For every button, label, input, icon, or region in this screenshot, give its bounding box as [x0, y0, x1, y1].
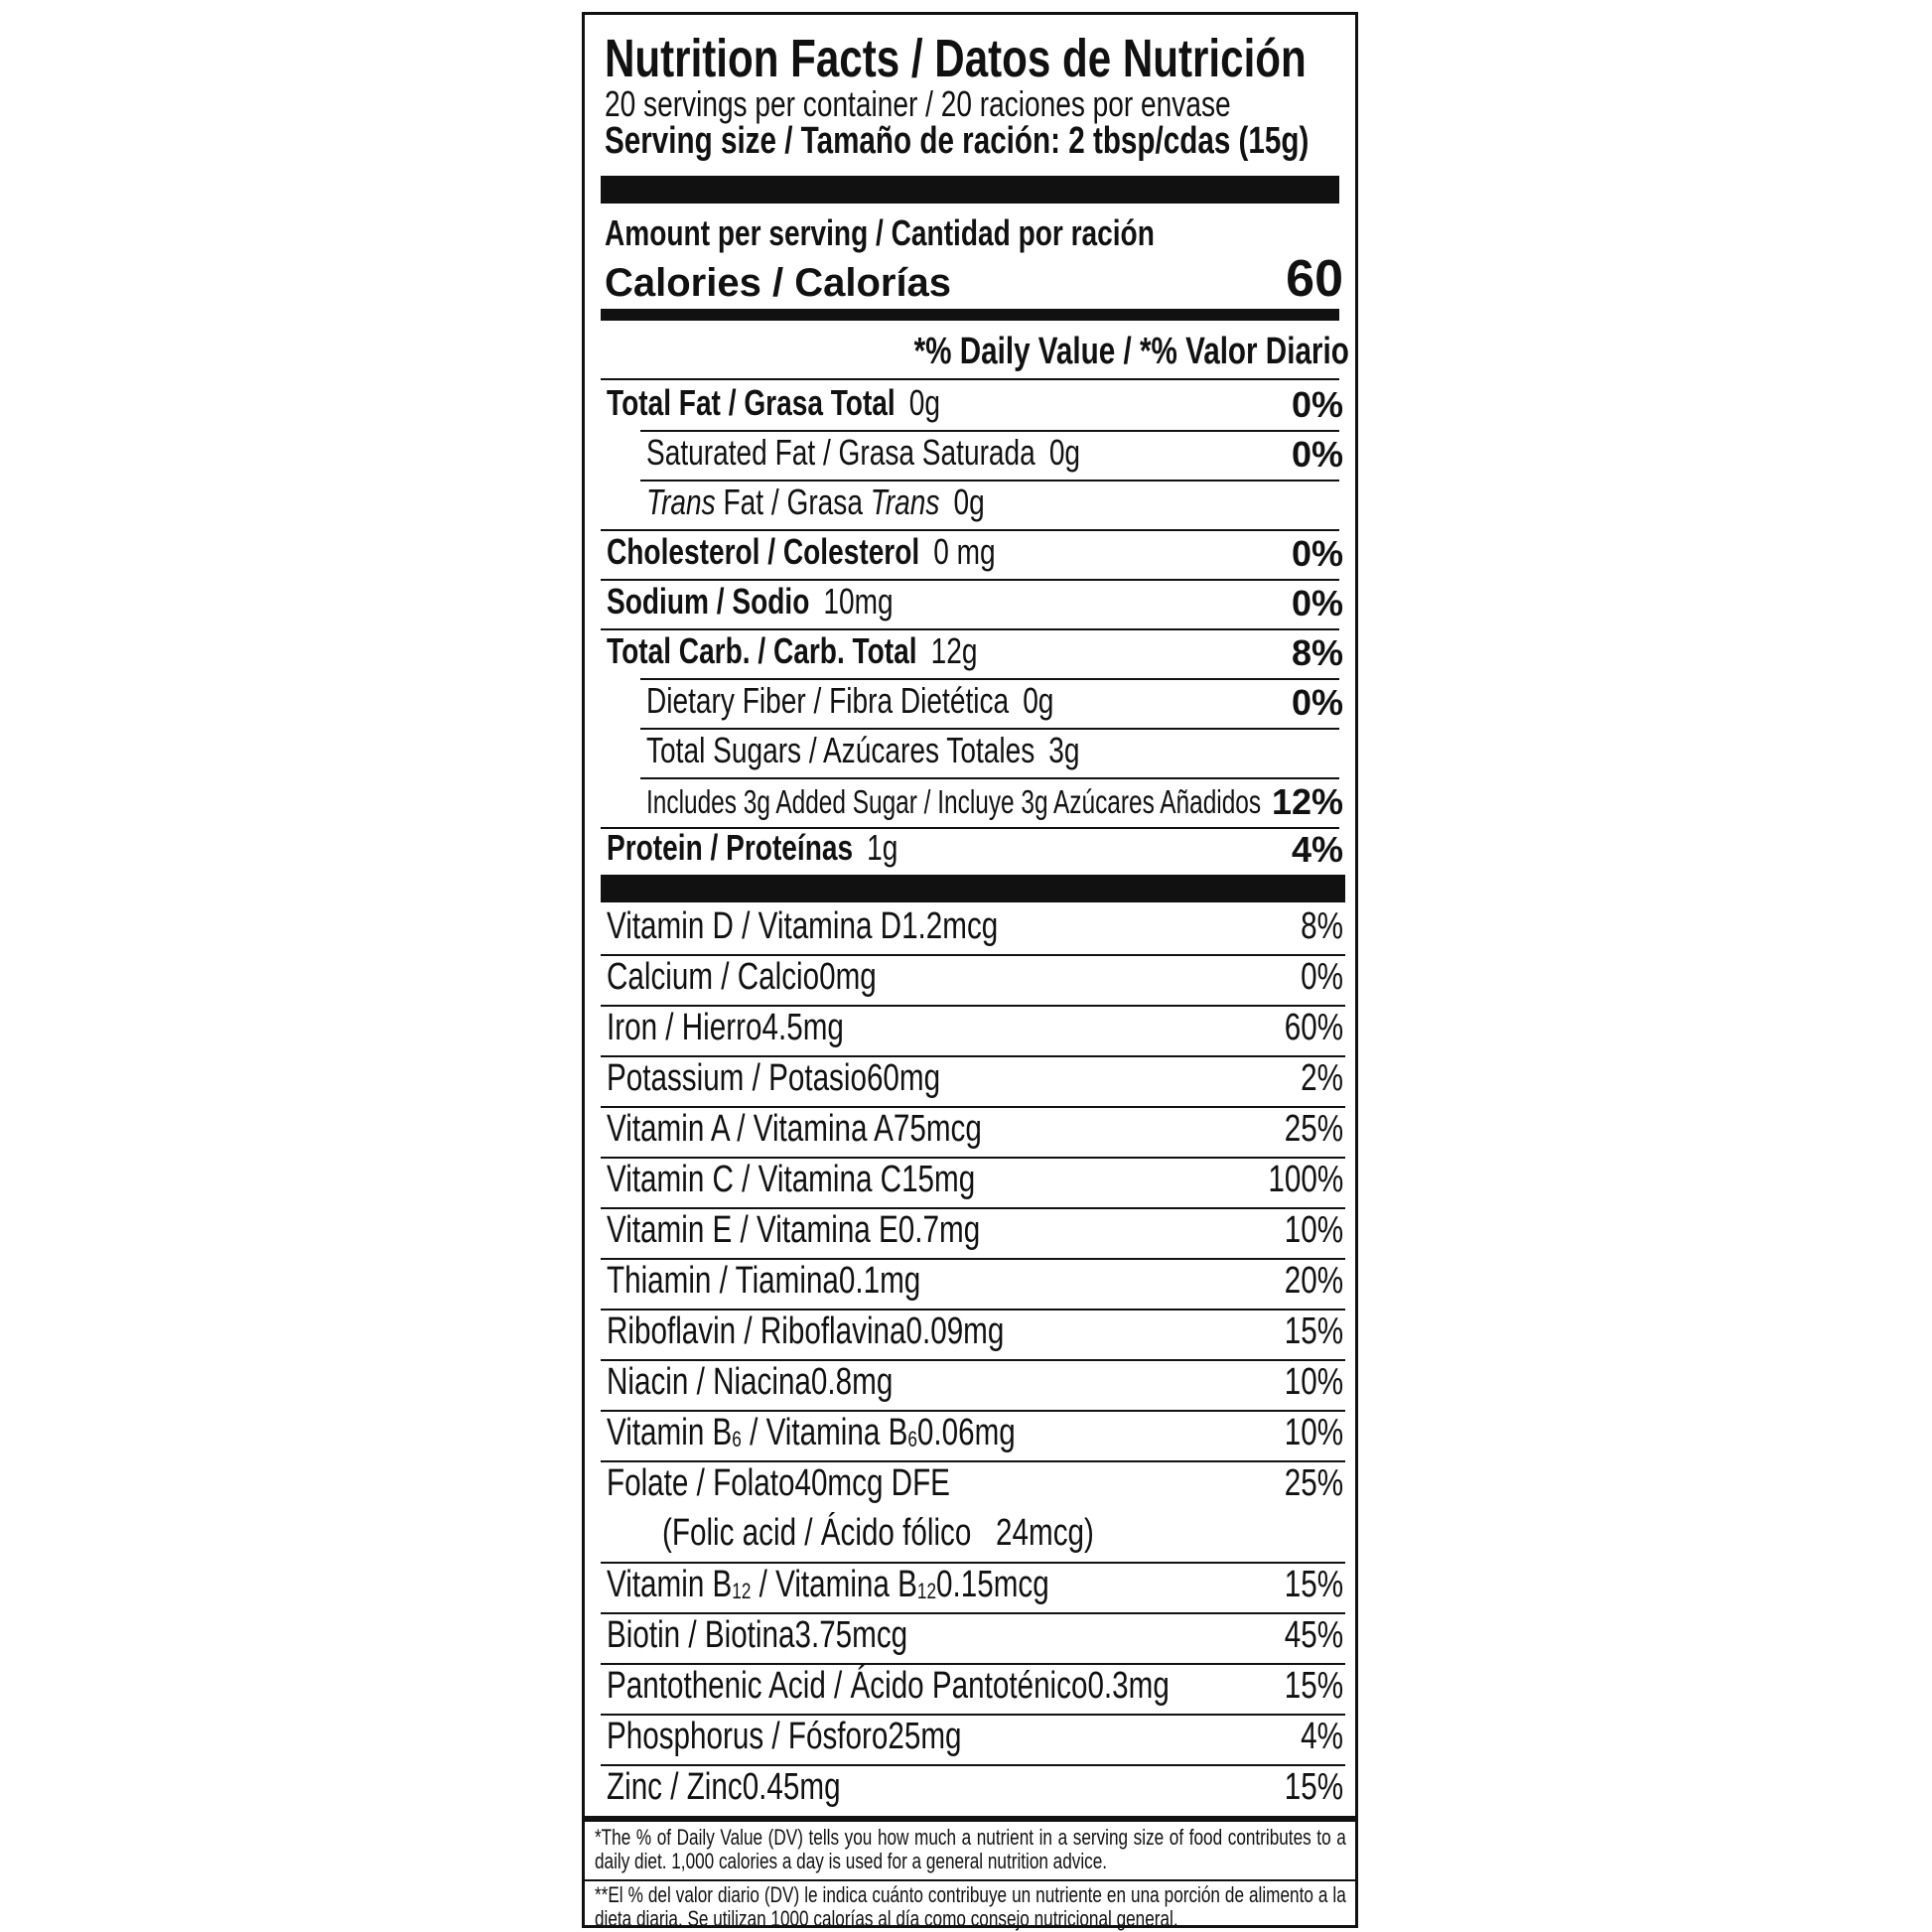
nutrient-percent: 4%	[1291, 829, 1343, 870]
daily-value-header: *% Daily Value / *% Valor Diario	[913, 331, 1349, 372]
vitamin-percent: 4%	[1301, 1716, 1343, 1757]
vitamin-percent: 0%	[1301, 956, 1343, 998]
subscript: 6	[907, 1427, 917, 1451]
vitamin-amount: 0.1mg	[838, 1260, 921, 1302]
nutrition-facts-panel	[582, 12, 1358, 1931]
nutrient-label: Saturated Fat / Grasa Saturada	[646, 432, 1035, 473]
vitamin-row-folic-acid	[599, 1510, 1347, 1561]
nutrient-amount: 1g	[867, 827, 898, 868]
vitamin-percent: 15%	[1284, 1665, 1343, 1707]
footnote-spanish: **El % del valor diario (DV) le indica cuánto contribuye un nutriente en una porción de alimento a la dieta diaria. Se utilizan 1000 calorías al día como consejo nutricional general.	[595, 1883, 1346, 1931]
nutrient-label: Dietary Fiber / Fibra Dietética	[646, 680, 1010, 721]
vitamin-label: Vitamin D / Vitamina D	[607, 905, 902, 947]
vitamin-label: Vitamin B	[607, 1564, 733, 1605]
vitamin-percent: 15%	[1284, 1564, 1343, 1605]
vitamin-label: Vitamin C / Vitamina C	[607, 1159, 902, 1200]
vitamin-row-folate	[599, 1460, 1347, 1511]
vitamin-label: Potassium / Potasio	[607, 1057, 867, 1099]
vitamin-percent: 2%	[1301, 1057, 1343, 1099]
nutrient-row-total-fat	[599, 380, 1347, 430]
trans-label-italic: Trans	[646, 482, 716, 522]
vitamin-percent: 60%	[1284, 1007, 1343, 1048]
nutrient-label: Sodium / Sodio	[607, 581, 810, 621]
vitamin-label: Riboflavin / Riboflavina	[607, 1311, 906, 1352]
vitamin-row-iron	[599, 1005, 1347, 1055]
vitamin-row-riboflavin	[599, 1309, 1347, 1359]
vitamin-row-vitamin-e	[599, 1207, 1347, 1258]
nutrient-amount: 0g	[1023, 680, 1054, 721]
vitamin-percent: 15%	[1284, 1766, 1343, 1808]
nutrient-label: Total Sugars / Azúcares Totales	[646, 730, 1035, 770]
nutrient-row-trans-fat	[599, 480, 1347, 529]
trans-label-italic-2: Trans	[870, 482, 940, 522]
thick-divider-top	[601, 176, 1339, 204]
nutrient-percent: 0%	[1291, 533, 1343, 574]
vitamin-label: Vitamin B	[607, 1412, 733, 1453]
footnote-english: *The % of Daily Value (DV) tells you how much a nutrient in a serving size of food contributes to a daily diet. 1,000 calories a day is used for a general nutrition advice.	[595, 1826, 1346, 1873]
nutrient-label: Total Fat / Grasa Total	[607, 382, 896, 423]
vitamin-row-thiamin	[599, 1258, 1347, 1309]
vitamin-percent: 20%	[1284, 1260, 1343, 1302]
vitamin-percent: 10%	[1284, 1209, 1343, 1251]
nutrient-label: Includes 3g Added Sugar / Incluye 3g Azúcares Añadidos	[646, 783, 1262, 820]
subscript: 6	[732, 1427, 742, 1451]
servings-per-container: 20 servings per container / 20 raciones por envase	[605, 83, 1231, 124]
nutrient-amount: 0 mg	[933, 531, 996, 572]
vitamin-amount: 0.7mg	[897, 1209, 981, 1251]
vitamin-row-potassium	[599, 1055, 1347, 1106]
vitamin-percent: 15%	[1284, 1311, 1343, 1352]
nutrient-amount: 12g	[930, 630, 978, 671]
vitamin-label: Vitamin E / Vitamina E	[607, 1209, 898, 1251]
nutrient-percent: 12%	[1271, 781, 1343, 822]
vitamin-amount: 40mcg DFE	[794, 1462, 950, 1504]
nutrient-amount: 0g	[908, 382, 941, 423]
vitamin-amount: 1.2mcg	[901, 905, 999, 947]
vitamin-amount: 4.5mg	[761, 1007, 844, 1048]
nutrient-row-sodium	[599, 579, 1347, 628]
vitamin-amount: 0.06mg	[916, 1412, 1016, 1453]
trans-label-mid: Fat / Grasa	[715, 482, 871, 522]
nutrient-row-dietary-fiber	[599, 678, 1347, 728]
vitamin-percent: 8%	[1301, 905, 1343, 947]
vitamin-row-vitamin-a	[599, 1106, 1347, 1157]
vitamin-row-vitamin-b6	[599, 1410, 1347, 1460]
vitamin-amount: 3.75mcg	[794, 1614, 908, 1656]
vitamin-row-pantothenic-acid	[599, 1663, 1347, 1714]
serving-size: Serving size / Tamaño de ración: 2 tbsp/cdas (15g)	[605, 120, 1310, 162]
vitamin-row-vitamin-d	[599, 903, 1347, 954]
vitamin-label: Pantothenic Acid / Ácido Pantoténico	[607, 1665, 1088, 1707]
nutrient-row-protein	[599, 825, 1347, 875]
nutrient-row-cholesterol	[599, 529, 1347, 579]
vitamin-row-zinc	[599, 1764, 1347, 1815]
vitamin-amount: 0.45mg	[742, 1766, 841, 1808]
calories-value: 60	[1286, 250, 1343, 308]
vitamin-label: Calcium / Calcio	[607, 956, 820, 998]
subscript: 12	[732, 1579, 752, 1603]
vitamin-percent: 100%	[1268, 1159, 1343, 1200]
nutrient-label: Cholesterol / Colesterol	[607, 531, 920, 572]
vitamin-label: Biotin / Biotina	[607, 1614, 795, 1656]
vitamin-amount: 0.3mg	[1087, 1665, 1170, 1707]
subscript: 12	[916, 1579, 936, 1603]
nutrient-row-total-sugars	[599, 728, 1347, 777]
vitamin-percent: 25%	[1284, 1108, 1343, 1150]
calories-label: Calories / Calorías	[605, 261, 952, 305]
nutrient-label: Protein / Proteínas	[607, 827, 854, 868]
nutrient-percent: 0%	[1291, 384, 1343, 425]
vitamin-row-niacin	[599, 1359, 1347, 1410]
vitamin-row-vitamin-c	[599, 1157, 1347, 1207]
amount-per-serving: Amount per serving / Cantidad por ración	[605, 212, 1155, 253]
vitamin-label: Vitamin A / Vitamina A	[607, 1108, 894, 1150]
vitamin-label: Zinc / Zinc	[607, 1766, 743, 1808]
vitamin-percent: 10%	[1284, 1412, 1343, 1453]
label-title: Nutrition Facts / Datos de Nutrición	[605, 29, 1307, 88]
vitamin-row-calcium	[599, 954, 1347, 1005]
vitamin-label-es: / Vitamina B	[741, 1412, 908, 1453]
nutrient-label: Total Carb. / Carb. Total	[607, 630, 917, 671]
nutrient-percent: 0%	[1291, 682, 1343, 723]
vitamin-label: Folate / Folato	[607, 1462, 795, 1504]
vitamin-amount: 0.15mcg	[935, 1564, 1049, 1605]
nutrient-amount: 3g	[1048, 730, 1080, 770]
vitamin-amount: 0.09mg	[905, 1311, 1005, 1352]
vitamin-amount: 0mg	[819, 956, 877, 998]
vitamin-amount: 15mg	[901, 1159, 976, 1200]
vitamin-row-biotin	[599, 1612, 1347, 1663]
folic-acid-text: (Folic acid / Ácido fólico 24mcg)	[662, 1512, 1094, 1554]
vitamin-amount: 25mg	[888, 1716, 962, 1757]
nutrient-row-total-carb	[599, 628, 1347, 678]
divider-footnote	[585, 1816, 1355, 1822]
vitamin-row-phosphorus	[599, 1714, 1347, 1764]
vitamin-label: Thiamin / Tiamina	[607, 1260, 839, 1302]
nutrient-amount: 10mg	[823, 581, 894, 621]
divider	[585, 1879, 1355, 1881]
vitamin-amount: 60mg	[866, 1057, 941, 1099]
vitamin-percent: 45%	[1284, 1614, 1343, 1656]
vitamin-percent: 25%	[1284, 1462, 1343, 1504]
nutrient-amount: 0g	[1048, 432, 1081, 473]
vitamin-percent: 10%	[1284, 1361, 1343, 1403]
nutrient-amount: 0g	[953, 482, 985, 522]
vitamin-label: Iron / Hierro	[607, 1007, 762, 1048]
nutrient-percent: 8%	[1291, 632, 1343, 673]
nutrient-percent: 0%	[1291, 434, 1343, 475]
vitamin-row-vitamin-b12	[599, 1562, 1347, 1612]
medium-divider-calories	[601, 309, 1339, 321]
nutrient-row-saturated-fat	[599, 430, 1347, 480]
vitamin-label: Phosphorus / Fósforo	[607, 1716, 889, 1757]
vitamin-label-es: / Vitamina B	[751, 1564, 917, 1605]
nutrient-percent: 0%	[1291, 583, 1343, 623]
vitamin-label: Niacin / Niacina	[607, 1361, 811, 1403]
thick-divider-vitamins	[601, 875, 1345, 902]
nutrient-row-added-sugar	[599, 777, 1347, 827]
vitamin-amount: 0.8mg	[810, 1361, 894, 1403]
vitamin-amount: 75mcg	[893, 1108, 982, 1150]
